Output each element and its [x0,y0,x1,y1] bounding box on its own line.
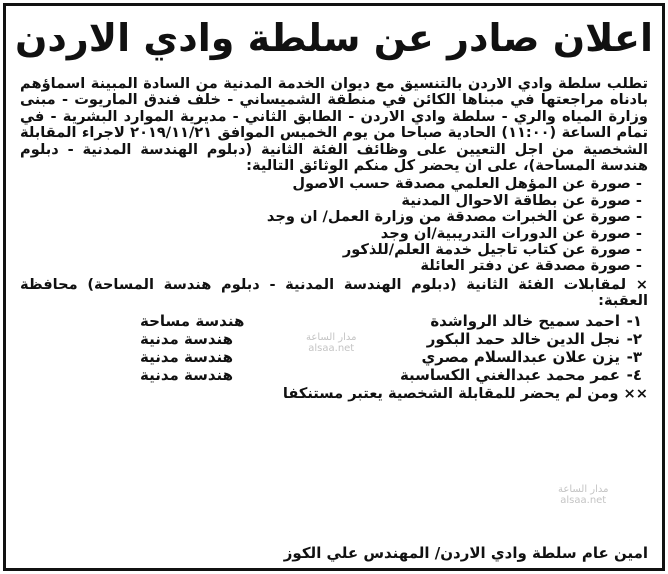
candidate-name: يزن علان عبدالسلام مصري [421,347,620,366]
requirement-item: - صورة مصدقة عن دفتر العائلة [420,257,642,275]
intro-paragraph: تطلب سلطة وادي الاردن بالتنسيق مع ديوان الخدمة المدنية من السادة المبينة اسماؤهم بادناه مراجعتها في مبناها الكائن في منطقة الشميساني - خلف فندق الماريوت - مبنى وزارة المياه والري - سلطة وادي الاردن - الطابق الثاني - مديرية الموارد البشرية - في تمام الساعة (١١:٠٠) الحادية صباحا من يوم الخميس الموافق ٢٠١٩/١١/٢١ لاجراء المقابلة الشخصية من اجل التعيين على وظائف الفئة الثانية (دبلوم الهندسة المدنية - دبلوم هندسة المساحة)، على ان يحضر كل منكم الوثائق التالية: [20,75,648,175]
watermark-arabic: مدار الساعة [306,332,357,343]
candidate-number: ٣- [626,347,642,366]
watermark-arabic: مدار الساعة [558,484,609,495]
requirement-item: - صورة عن بطاقة الاحوال المدنية [401,191,642,209]
candidate-field: هندسة مدنية [140,347,234,366]
requirement-item: - صورة عن الخبرات مصدقة من وزارة العمل/ ان وجد [266,208,642,226]
announcement-title: اعلان صادر عن سلطة وادي الاردن [15,16,653,60]
announcement-frame [3,3,665,571]
watermark [306,332,357,354]
candidate-row [20,312,642,330]
watermark-latin: alsaa.net [560,495,607,506]
requirement-item: - صورة عن المؤهل العلمي مصدقة حسب الاصول [292,175,642,193]
candidate-row [20,366,642,384]
candidate-number: ٢- [626,329,642,348]
candidate-number: ٤- [626,365,642,384]
candidate-number: ١- [626,311,642,330]
candidate-name: نجل الدين خالد حمد البكور [426,329,620,348]
absence-note: ×× ومن لم يحضر للمقابلة الشخصية يعتبر مستنكفا [282,384,648,402]
requirement-item: - صورة عن كتاب تاجيل خدمة العلم/للذكور [342,241,642,259]
watermark-latin: alsaa.net [308,343,355,354]
candidate-field: هندسة مدنية [140,365,234,384]
candidate-field: هندسة مساحة [140,311,245,330]
requirements-list [20,176,648,274]
candidate-name: عمر محمد عبدالغني الكساسبة [399,365,620,384]
interview-category-note: × لمقابلات الفئة الثانية (دبلوم الهندسة المدنية - دبلوم هندسة المساحة) محافظة العقبة: [20,275,648,310]
requirement-item: - صورة عن الدورات التدريبية/ان وجد [380,224,642,242]
watermark [558,484,609,506]
candidate-name: احمد سميح خالد الرواشدة [430,311,620,330]
signature-line: امين عام سلطة وادي الاردن/ المهندس علي الكوز [283,544,648,562]
candidate-field: هندسة مدنية [140,329,234,348]
